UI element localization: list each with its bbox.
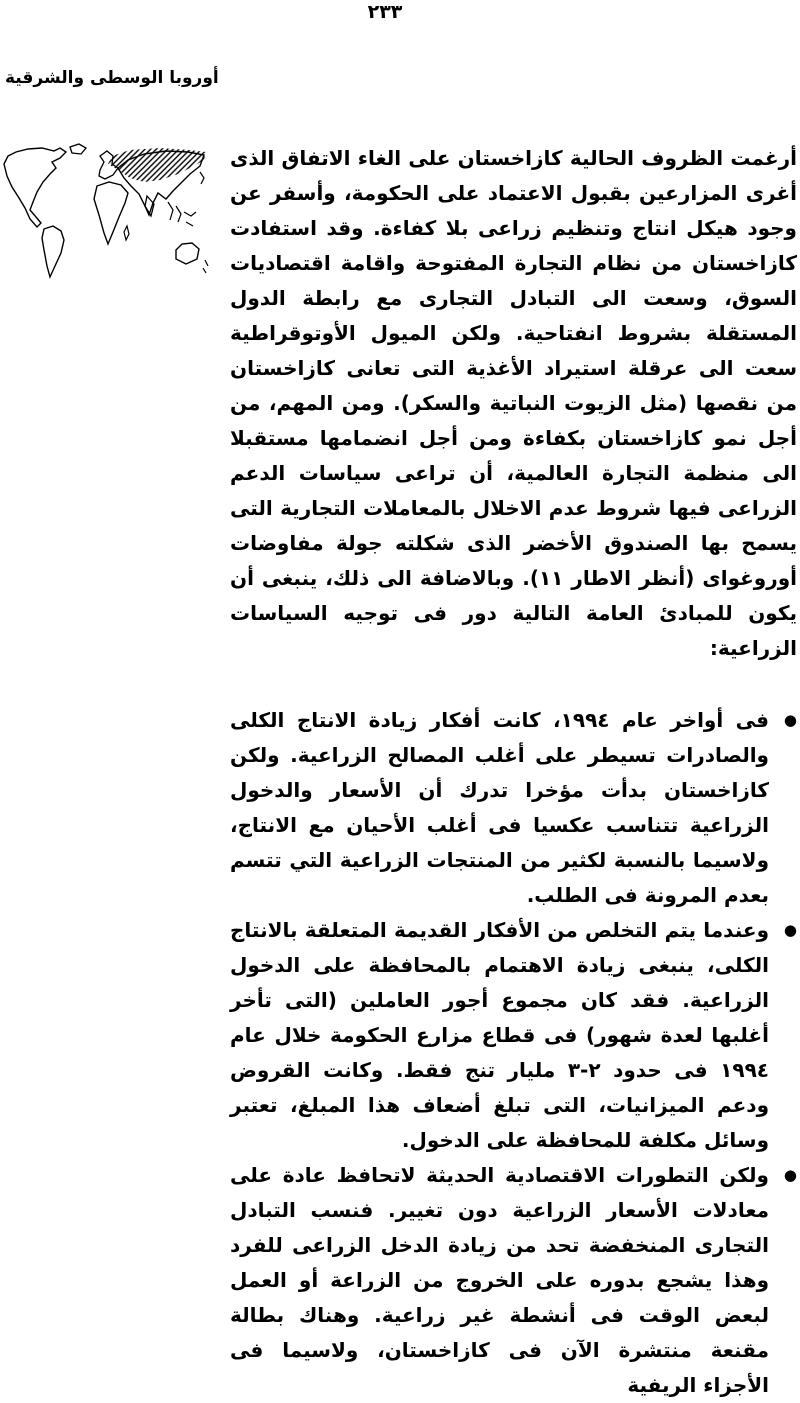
world-map — [0, 140, 214, 280]
bullet-text: ولكن التطورات الاقتصادية الحديثة لاتحافظ عادة على معادلات الأسعار الزراعية دون تغيير. فنسب التبادل التجارى المنخفضة تحد من زيادة الدخل الزراعى للفرد وهذا يشجع بدوره على الخروج من الزراعة أو العمل لبعض الوقت فى أنشطة غير زراعية. وهناك بطالة مقنعة منتشرة الآن فى كازاخستان، ولاسيما فى الأجزاء الريفية — [230, 1163, 769, 1397]
island-madagascar — [124, 226, 129, 240]
islands-japan — [200, 172, 204, 184]
world-map-graphic — [0, 140, 214, 280]
bullet-item — [230, 1158, 797, 1403]
continent-australia — [176, 243, 199, 264]
bullet-icon: ● — [783, 711, 797, 729]
bullet-text: وعندما يتم التخلص من الأفكار القديمة المتعلقة بالانتاج الكلى، ينبغى زيادة الاهتمام بالمحافظة على الدخول الزراعية. فقد كان مجموع أجور العاملين (التى تأخر أغلبها لعدة شهور) فى قطاع مزارع الحكومة خلال عام ١٩٩٤ فى حدود ٢-٣ مليار تنج فقط. وكانت القروض ودعم الميزانيات، التى تبلغ أضعاف هذا المبلغ، تعتبر وسائل مكلفة للمحافظة على الدخول. — [230, 918, 769, 1152]
bullet-list — [230, 703, 797, 1403]
page-number: ٢٣٣ — [367, 1, 403, 23]
continent-africa — [94, 182, 128, 244]
islands-southeast-asia — [168, 202, 196, 226]
intro-paragraph: أرغمت الظروف الحالية كازاخستان على الغاء الاتفاق الذى أغرى المزارعين بقبول الاعتماد على الحكومة، وأسفر عن وجود هيكل انتاج وتنظيم زراعى بلا كفاءة. وقد استفادت كازاخستان من نظام التجارة المفتوحة واقامة اقتصاديات السوق، وسعت الى التبادل التجارى مع رابطة الدول المستقلة بشروط انفتاحية. ولكن الميول الأوتوقراطية سعت الى عرقلة استيراد الأغذية التى تعانى كازاخستان من نقصها (مثل الزيوت النباتية والسكر). ومن المهم، من أجل نمو كازاخستان بكفاءة ومن أجل انضمامها مستقبلا الى منظمة التجارة العالمية، أن تراعى سياسات الدعم الزراعى فيها شروط عدم الاخلال بالمعاملات التجارية التى يسمح بها الصندوق الأخضر الذى شكلته جولة مفاوضات أوروغواى (أنظر الاطار ١١). وبالاضافة الى ذلك، ينبغى أن يكون للمبادئ العامة التالية دور فى توجيه السياسات الزراعية: — [230, 146, 798, 660]
continent-north-america — [4, 148, 66, 227]
bullet-icon: ● — [783, 921, 797, 939]
running-header: أوروبا الوسطى والشرقية — [5, 68, 219, 88]
islands-new-zealand — [203, 260, 208, 273]
continent-south-america — [42, 226, 64, 277]
bullet-item — [230, 703, 797, 913]
island-greenland — [70, 144, 86, 154]
body-text — [230, 141, 797, 1403]
bullet-text: فى أواخر عام ١٩٩٤، كانت أفكار زيادة الانتاج الكلى والصادرات تسيطر على أغلب المصالح الزراعية. ولكن كازاخستان بدأت مؤخرا تدرك أن الأسعار والدخول الزراعية تتناسب عكسيا فى أغلب الأحيان مع الانتاج، ولاسيما بالنسبة لكثير من المنتجات الزراعية التي تتسم بعدم المرونة فى الطلب. — [230, 708, 770, 907]
bullet-item — [230, 913, 797, 1158]
bullet-icon: ● — [783, 1166, 797, 1184]
